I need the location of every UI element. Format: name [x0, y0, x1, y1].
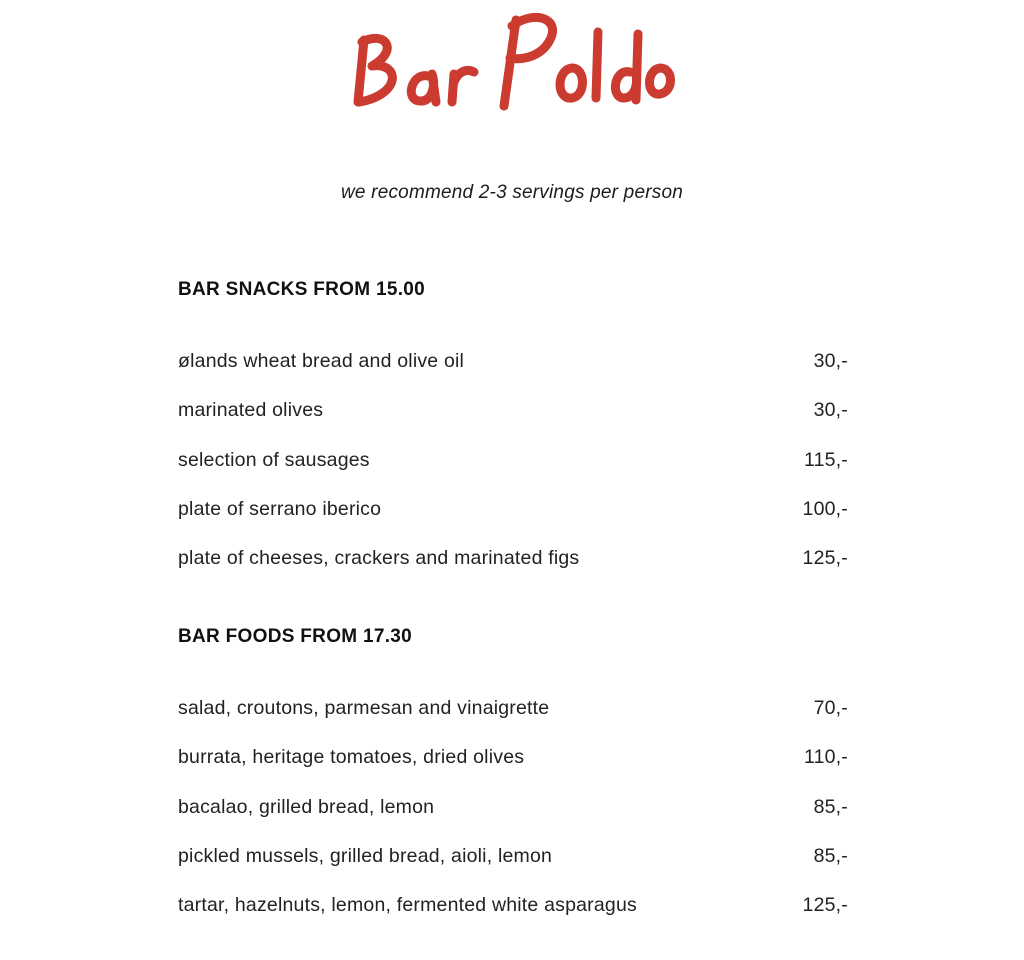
section-title: BAR FOODS FROM 17.30	[178, 626, 413, 647]
serving-recommendation: we recommend 2-3 servings per person	[341, 182, 683, 203]
menu-item-price: 30,-	[813, 350, 848, 373]
menu-item-price: 30,-	[813, 399, 848, 422]
menu-item-name: burrata, heritage tomatoes, dried olives	[178, 746, 525, 769]
menu-item-list	[178, 684, 848, 930]
menu-item-name: plate of serrano iberico	[178, 498, 382, 521]
menu-item-price: 125,-	[802, 894, 848, 917]
menu-item-price: 110,-	[804, 746, 848, 769]
bar-poldo-logo	[340, 2, 690, 122]
bar-foods-section	[178, 624, 848, 930]
menu-item-name: ølands wheat bread and olive oil	[178, 350, 465, 373]
bar-snacks-section	[178, 277, 848, 583]
menu-item-name: plate of cheeses, crackers and marinated figs	[178, 547, 580, 570]
menu-item-name: tartar, hazelnuts, lemon, fermented white asparagus	[178, 894, 637, 917]
menu-item	[178, 881, 848, 930]
menu-item	[178, 386, 848, 435]
menu-item-price: 85,-	[813, 795, 848, 818]
menu-item-price: 85,-	[813, 845, 848, 868]
menu-item-name: bacalao, grilled bread, lemon	[178, 795, 435, 818]
menu-item-price: 100,-	[802, 498, 848, 521]
menu-item	[178, 485, 848, 534]
menu-item	[178, 684, 848, 733]
menu-item	[178, 337, 848, 386]
menu-item-name: salad, croutons, parmesan and vinaigrette	[178, 697, 550, 720]
menu-item-name: selection of sausages	[178, 448, 370, 471]
menu-item	[178, 733, 848, 782]
menu-item-list	[178, 337, 848, 583]
menu-item	[178, 832, 848, 881]
menu-item	[178, 436, 848, 485]
menu-item-price: 70,-	[813, 697, 848, 720]
menu-item	[178, 783, 848, 832]
section-title: BAR SNACKS FROM 15.00	[178, 279, 426, 300]
menu-item-name: marinated olives	[178, 399, 324, 422]
menu-item-name: pickled mussels, grilled bread, aioli, lemon	[178, 845, 553, 868]
menu-item	[178, 534, 848, 583]
menu-item-price: 115,-	[804, 448, 848, 471]
menu-item-price: 125,-	[802, 547, 848, 570]
